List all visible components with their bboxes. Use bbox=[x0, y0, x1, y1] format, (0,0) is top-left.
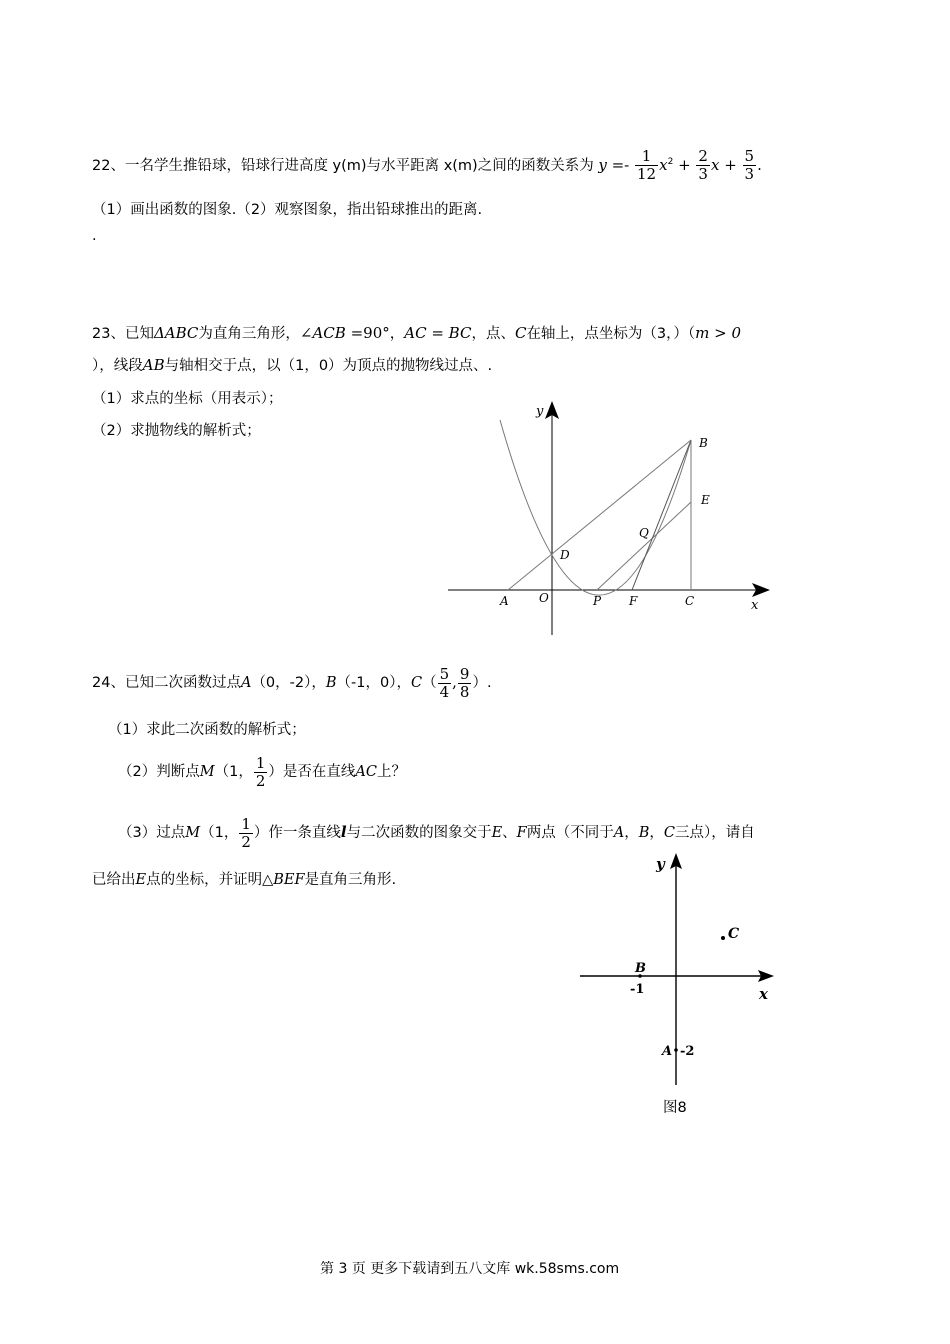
q22-plus1: + bbox=[673, 155, 696, 174]
q23-sub2: （2）求抛物线的解析式； bbox=[92, 423, 261, 439]
q23-line-ab bbox=[508, 440, 691, 590]
q23-angle: ∠ACB bbox=[299, 324, 346, 342]
q22-number: 22、 bbox=[92, 157, 125, 174]
q23-triangle: ΔABC bbox=[153, 324, 199, 342]
q24-sub2-frac: $\frac{1}{2}$ bbox=[255, 753, 266, 790]
q23-label-b: B bbox=[699, 436, 708, 450]
q23-ab: AB bbox=[142, 356, 165, 374]
q24-figure bbox=[570, 845, 790, 1095]
q24-intro: 已知二次函数过点 bbox=[124, 675, 241, 691]
q24-b: B bbox=[325, 675, 337, 691]
q22-square: 2 bbox=[667, 157, 674, 167]
q24-line4 bbox=[92, 868, 396, 889]
q24-c-comma: , bbox=[452, 673, 457, 691]
q23-eq: AC = BC bbox=[404, 324, 472, 342]
q24-b2: B bbox=[638, 825, 650, 841]
q24-point-a bbox=[674, 1048, 678, 1052]
q23-label-o: O bbox=[539, 591, 549, 605]
q24-sub2-c: ）是否在直线 bbox=[268, 764, 356, 780]
q24-sub3-a: （3）过点 bbox=[118, 825, 186, 841]
q24-label-neg1: -1 bbox=[630, 982, 645, 997]
q24-sub2 bbox=[118, 750, 406, 794]
q23-label-d: D bbox=[560, 548, 570, 562]
q22-x2: x bbox=[659, 155, 668, 174]
q24-sub3-d: 与二次函数的图象交于 bbox=[346, 825, 492, 841]
q22-text: 一名学生推铅球，铅球行进高度 y(m)与水平距离 x(m)之间的函数关系为 bbox=[124, 157, 594, 174]
q24-c-close: ）. bbox=[472, 675, 492, 691]
q23-label-c: C bbox=[685, 594, 695, 608]
q24-c-open: （ bbox=[422, 675, 437, 691]
q24-line1 bbox=[92, 660, 492, 704]
q24-label-c: C bbox=[728, 926, 740, 942]
q24-c-frac2: $\frac{9}{8}$ bbox=[459, 664, 470, 701]
q23-text-c: ，点、 bbox=[471, 326, 515, 342]
q24-c-frac1: $\frac{5}{4}$ bbox=[439, 664, 450, 701]
q23-label-e: E bbox=[701, 493, 710, 507]
q22-plus2: + bbox=[719, 155, 742, 174]
q22-line1 bbox=[92, 140, 762, 184]
q22-x1: x bbox=[710, 155, 720, 174]
q24-e: E bbox=[491, 825, 503, 841]
q24-bef: BEF bbox=[273, 872, 305, 888]
q23-label-a: A bbox=[500, 594, 509, 608]
q23-c: C bbox=[514, 324, 527, 342]
q23-label-y: y bbox=[536, 404, 544, 419]
q22-y: y bbox=[598, 155, 607, 174]
q23-text-d: 在轴上，点坐标为（3，）（ bbox=[526, 326, 696, 342]
q24-sep: 、 bbox=[502, 825, 517, 841]
q23-line-fb bbox=[632, 440, 691, 590]
q24-c1: ， bbox=[624, 825, 639, 841]
q24-sub3-c: ）作一条直线 bbox=[253, 825, 341, 841]
q23-line1 bbox=[92, 322, 741, 343]
q24-number: 24、 bbox=[92, 675, 125, 691]
q24-sub3-e: 两点（不同于 bbox=[526, 825, 614, 841]
q22-eq: =- bbox=[606, 155, 634, 174]
q24-label-y: y bbox=[656, 855, 665, 873]
q23-sub1: （1）求点的坐标（用表示）； bbox=[92, 391, 283, 407]
q24-label-neg2: -2 bbox=[680, 1044, 695, 1059]
q24-c2: ， bbox=[649, 825, 664, 841]
q24-line4-c: 是直角三角形. bbox=[304, 872, 397, 888]
q23-line2 bbox=[92, 354, 492, 375]
q24-ac: AC bbox=[355, 764, 377, 780]
page-footer: 第 3 页 更多下载请到五八文库 wk.58sms.com bbox=[320, 1261, 620, 1277]
q23-label-q: Q bbox=[639, 526, 649, 540]
q24-l: l bbox=[340, 823, 347, 841]
q24-a2: A bbox=[613, 825, 625, 841]
q23-number: 23、 bbox=[92, 326, 125, 342]
q24-c: C bbox=[410, 675, 423, 691]
q24-label-b: B bbox=[635, 961, 646, 976]
q24-m2: M bbox=[185, 825, 201, 841]
q24-f: F bbox=[516, 825, 527, 841]
q24-label-x: x bbox=[759, 985, 768, 1003]
q22-sub: （1）画出函数的图象.（2）观察图象，指出铅球推出的距离. bbox=[92, 202, 483, 218]
q23-mcond: m > 0 bbox=[695, 324, 742, 342]
q23-figure bbox=[440, 395, 780, 645]
q24-b-coord: （-1，0）， bbox=[336, 675, 411, 691]
q23-label-p: P bbox=[593, 594, 602, 608]
q23-parabola bbox=[500, 420, 691, 595]
q24-c2-pt: C bbox=[663, 825, 675, 841]
q24-sub2-a: （2）判断点 bbox=[118, 764, 200, 780]
q24-point-c bbox=[721, 936, 725, 940]
q23-text-f: 与轴相交于点，以（1，0）为顶点的抛物线过点、. bbox=[164, 358, 493, 374]
q22-frac3: $\frac{5}{3}$ bbox=[744, 147, 755, 184]
q23-text-e: ），线段 bbox=[92, 358, 143, 374]
q24-a-coord: （0，-2）， bbox=[251, 675, 326, 691]
q22-dot: . bbox=[92, 228, 97, 244]
q24-sub2-b: （1， bbox=[214, 764, 253, 780]
q23-line-pe bbox=[597, 502, 691, 590]
q23-label-x: x bbox=[751, 598, 759, 613]
q22-period: . bbox=[757, 155, 762, 174]
q24-line4-a: 已给出 bbox=[92, 872, 136, 888]
q24-line4-b: 点的坐标，并证明△ bbox=[146, 872, 274, 888]
q22-frac2: $\frac{2}{3}$ bbox=[698, 147, 708, 184]
q24-sub2-d: 上？ bbox=[376, 764, 406, 780]
q23-angle-val: =90° bbox=[345, 324, 390, 342]
q24-sub3-b: （1， bbox=[200, 825, 239, 841]
q24-a: A bbox=[240, 675, 252, 691]
q24-sub3-frac: $\frac{1}{2}$ bbox=[241, 814, 251, 851]
q24-figure-caption: 图8 bbox=[663, 1100, 687, 1116]
q24-e2: E bbox=[135, 872, 147, 888]
q22-frac1: $\frac{1}{12}$ bbox=[637, 147, 657, 184]
q23-text-a: 已知 bbox=[124, 326, 154, 342]
q23-label-f: F bbox=[629, 594, 638, 608]
q24-label-a: A bbox=[662, 1044, 673, 1059]
q24-sub1: （1）求此二次函数的解析式； bbox=[108, 722, 306, 738]
q23-text-b: 为直角三角形， bbox=[198, 326, 300, 342]
q24-m: M bbox=[199, 764, 215, 780]
q24-sub3-f: 三点），请自 bbox=[674, 825, 755, 841]
q23-comma: ， bbox=[389, 326, 405, 342]
